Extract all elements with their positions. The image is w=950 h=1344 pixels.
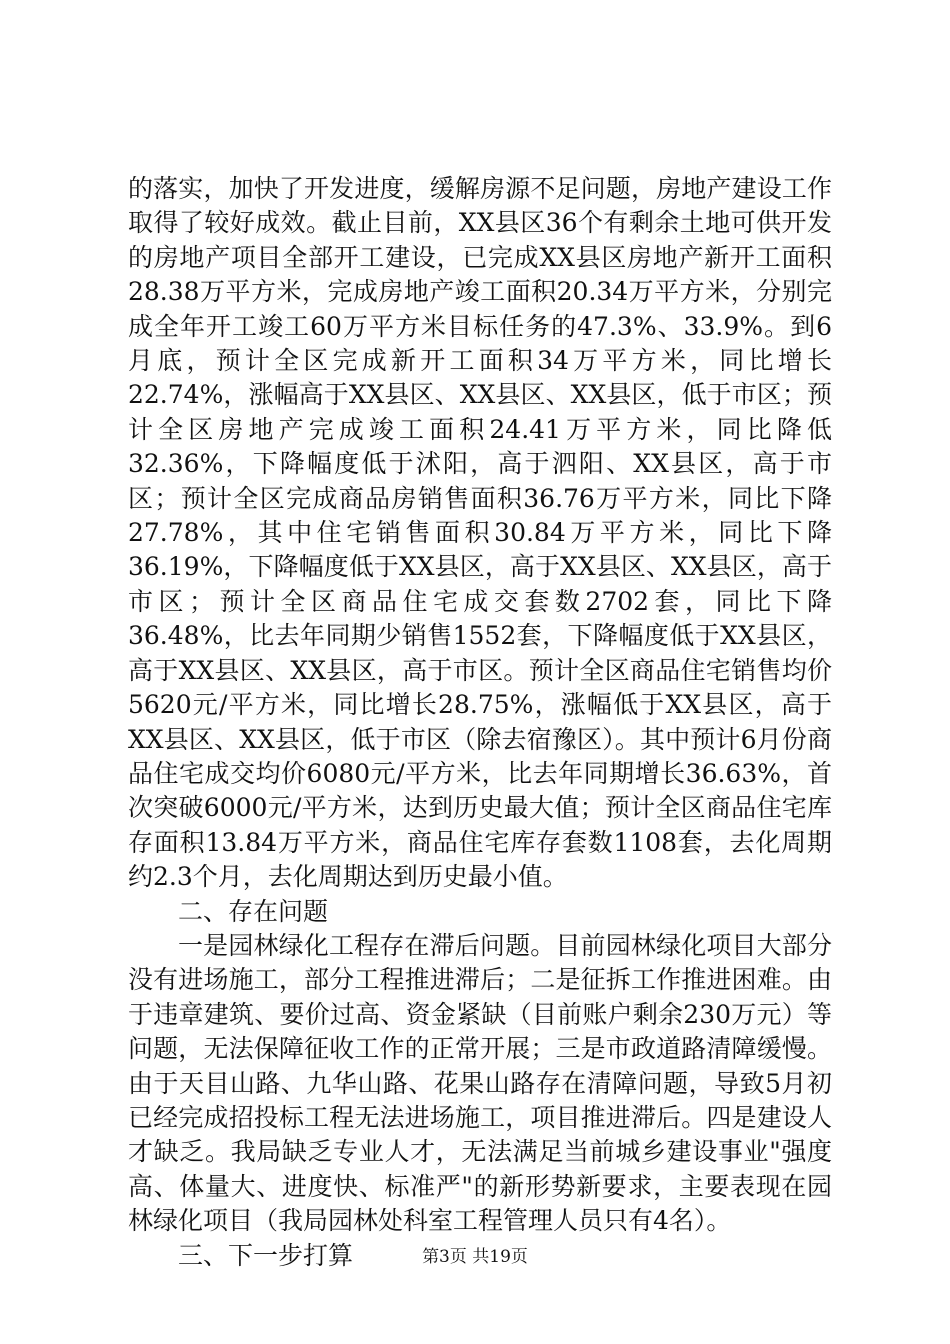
section-heading-problems: 二、存在问题 [178, 896, 329, 926]
paragraph-housing-progress: 的落实，加快了开发进度，缓解房源不足问题，房地产建设工作取得了较好成效。截止目前，XX县区36个有剩余土地可供开发的房地产项目全部开工建设，已完成XX县区房地产新开工面积28.38万平方米，完成房地产竣工面积20.34万平方米，分别完成全年开工竣工60万平方米目标任务的47.3%、33.9%。到6月底，预计全区完成新开工面积34万平方米，同比增长22.74%，涨幅高于XX县区、XX县区、XX县区，低于市区；预计全区房地产完成竣工面积24.41万平方米，同比降低32.36%，下降幅度低于沭阳，高于泗阳、XX县区，高于市区；预计全区完成商品房销售面积36.76万平方米，同比下降27.78%，其中住宅销售面积30.84万平方米，同比下降36.19%，下降幅度低于XX县区，高于XX县区、XX县区，高于市区；预计全区商品住宅成交套数2702套，同比下降36.48%，比去年同期少销售1552套，下降幅度低于XX县区，高于XX县区、XX县区，高于市区。预计全区商品住宅销售均价5620元/平方米，同比增长28.75%，涨幅低于XX县区，高于XX县区、XX县区，低于市区（除去宿豫区）。其中预计6月份商品住宅成交均价6080元/平方米，比去年同期增长36.63%，首次突破6000元/平方米，达到历史最大值；预计全区商品住宅库存面积13.84万平方米，商品住宅库存套数1108套，去化周期约2.3个月，去化周期达到历史最小值。 [128, 174, 832, 892]
paragraph-problems: 一是园林绿化工程存在滞后问题。目前园林绿化项目大部分没有进场施工，部分工程推进滞后；二是征拆工作推进困难。由于违章建筑、要价过高、资金紧缺（目前账户剩余230万元）等问题，无法保障征收工作的正常开展；三是市政道路清障缓慢。由于天目山路、九华山路、花果山路存在清障问题，导致5月初已经完成招投标工程无法进场施工，项目推进滞后。四是建设人才缺乏。我局缺乏专业人才，无法满足当前城乡建设事业"强度高、体量大、进度快、标准严"的新形势新要求，主要表现在园林绿化项目（我局园林处科室工程管理人员只有4名）。 [128, 930, 832, 1236]
document-body [128, 172, 832, 1273]
page-number-footer: 第3页 共19页 [422, 1247, 528, 1267]
section-heading-next-steps: 三、下一步打算 [178, 1240, 354, 1270]
